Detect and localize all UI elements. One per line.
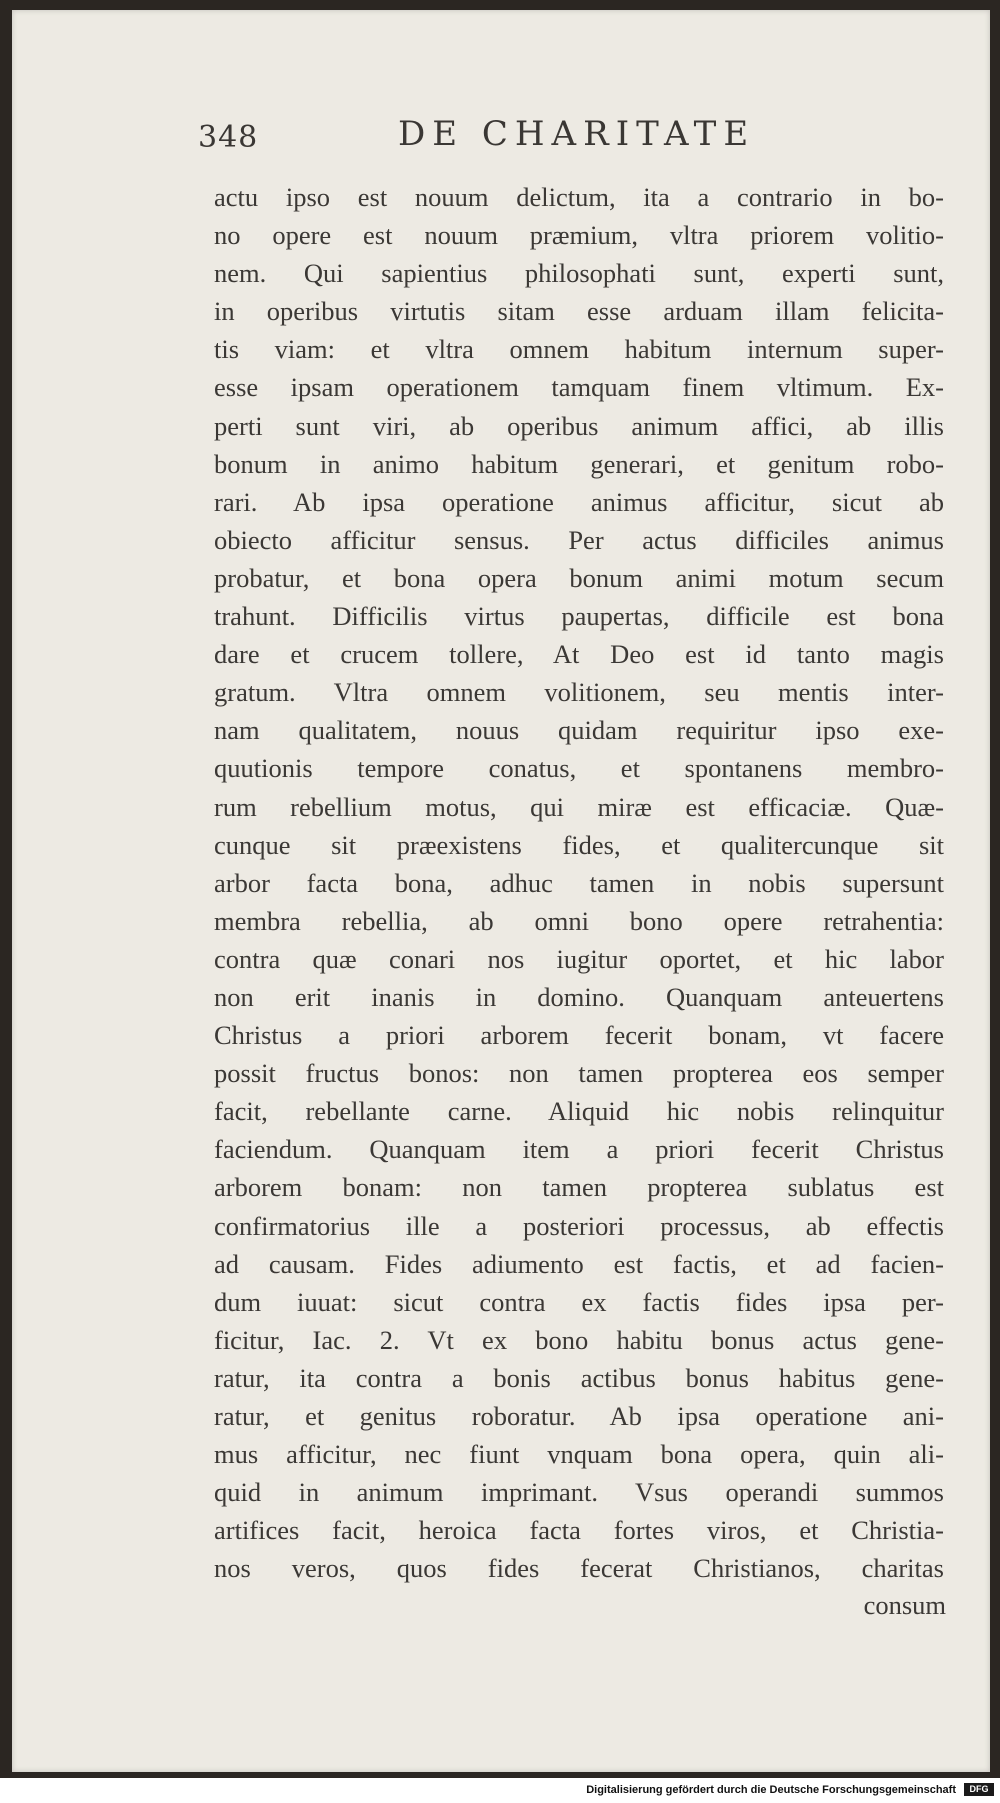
text-line: ratur, et genitus roboratur. Ab ipsa operatione ani-: [214, 1401, 944, 1431]
text-line: nos veros, quos fides fecerat Christianos, charitas: [214, 1553, 944, 1584]
funding-note: Digitalisierung gefördert durch die Deutsche Forschungsgemeinschaft: [586, 1784, 956, 1796]
text-line: ad causam. Fides adiumento est factis, et ad facien-: [214, 1248, 944, 1279]
text-line: tis viam: et vltra omnem habitum internum super-: [214, 334, 944, 365]
text-line: nem. Qui sapientius philosophati sunt, experti sunt,: [214, 258, 944, 289]
text-line: quid in animum imprimant. Vsus operandi summos: [214, 1477, 944, 1508]
text-line: non erit inanis in domino. Quanquam anteuertens: [214, 981, 944, 1012]
catchword: consum: [863, 1590, 946, 1620]
text-line: obiecto afficitur sensus. Per actus difficiles animus: [214, 524, 944, 555]
text-line: in operibus virtutis sitam esse arduam illam felicita-: [214, 296, 944, 327]
page-header: [198, 110, 948, 154]
text-line: actu ipso est nouum delictum, ita a contrario in bo-: [214, 182, 944, 212]
text-line: dum iuuat: sicut contra ex factis fides ipsa per-: [214, 1286, 944, 1317]
text-line: possit fructus bonos: non tamen propterea eos semper: [214, 1058, 944, 1089]
book-page: [12, 10, 990, 1772]
text-line: ficitur, Iac. 2. Vt ex bono habitu bonus actus gene-: [214, 1324, 944, 1355]
text-line: confirmatorius ille a posteriori processus, ab effectis: [214, 1210, 944, 1241]
text-line: mus afficitur, nec fiunt vnquam bona opera, quin ali-: [214, 1439, 944, 1470]
text-line: ratur, ita contra a bonis actibus bonus habitus gene-: [214, 1362, 944, 1393]
text-line: facit, rebellante carne. Aliquid hic nobis relinquitur: [214, 1096, 944, 1127]
text-line: artifices facit, heroica facta fortes viros, et Christia-: [214, 1515, 944, 1546]
text-line: faciendum. Quanquam item a priori fecerit Christus: [214, 1134, 944, 1165]
text-line: trahunt. Difficilis virtus paupertas, difficile est bona: [214, 601, 944, 632]
text-line: membra rebellia, ab omni bono opere retrahentia:: [214, 905, 944, 936]
text-line: dare et crucem tollere, At Deo est id tanto magis: [214, 639, 944, 670]
text-line: arbor facta bona, adhuc tamen in nobis supersunt: [214, 867, 944, 898]
text-line: arborem bonam: non tamen propterea sublatus est: [214, 1172, 944, 1203]
footer-bar: [0, 1778, 1000, 1803]
text-line: esse ipsam operationem tamquam finem vltimum. Ex-: [214, 372, 944, 403]
text-line: Christus a priori arborem fecerit bonam, vt facere: [214, 1020, 944, 1051]
text-line: probatur, et bona opera bonum animi motum secum: [214, 562, 944, 593]
text-line: gratum. Vltra omnem volitionem, seu mentis inter-: [214, 677, 944, 708]
dfg-logo-icon: DFG: [964, 1783, 994, 1796]
text-line: rum rebellium motus, qui miræ est efficaciæ. Quæ-: [214, 791, 944, 822]
page-number: 348: [198, 120, 259, 155]
text-line: perti sunt viri, ab operibus animum affici, ab illis: [214, 410, 944, 441]
body-text: [214, 178, 944, 1587]
text-line: bonum in animo habitum generari, et genitum robo-: [214, 448, 944, 479]
text-line: no opere est nouum præmium, vltra priorem volitio-: [214, 220, 944, 251]
running-title: DE CHARITATE: [398, 114, 756, 154]
text-line: contra quæ conari nos iugitur oportet, et hic labor: [214, 943, 944, 974]
text-line: quutionis tempore conatus, et spontanens membro-: [214, 753, 944, 784]
text-line: cunque sit præexistens fides, et qualitercunque sit: [214, 829, 944, 860]
text-line: rari. Ab ipsa operatione animus afficitur, sicut ab: [214, 486, 944, 517]
text-line: nam qualitatem, nouus quidam requiritur ipso exe-: [214, 715, 944, 746]
